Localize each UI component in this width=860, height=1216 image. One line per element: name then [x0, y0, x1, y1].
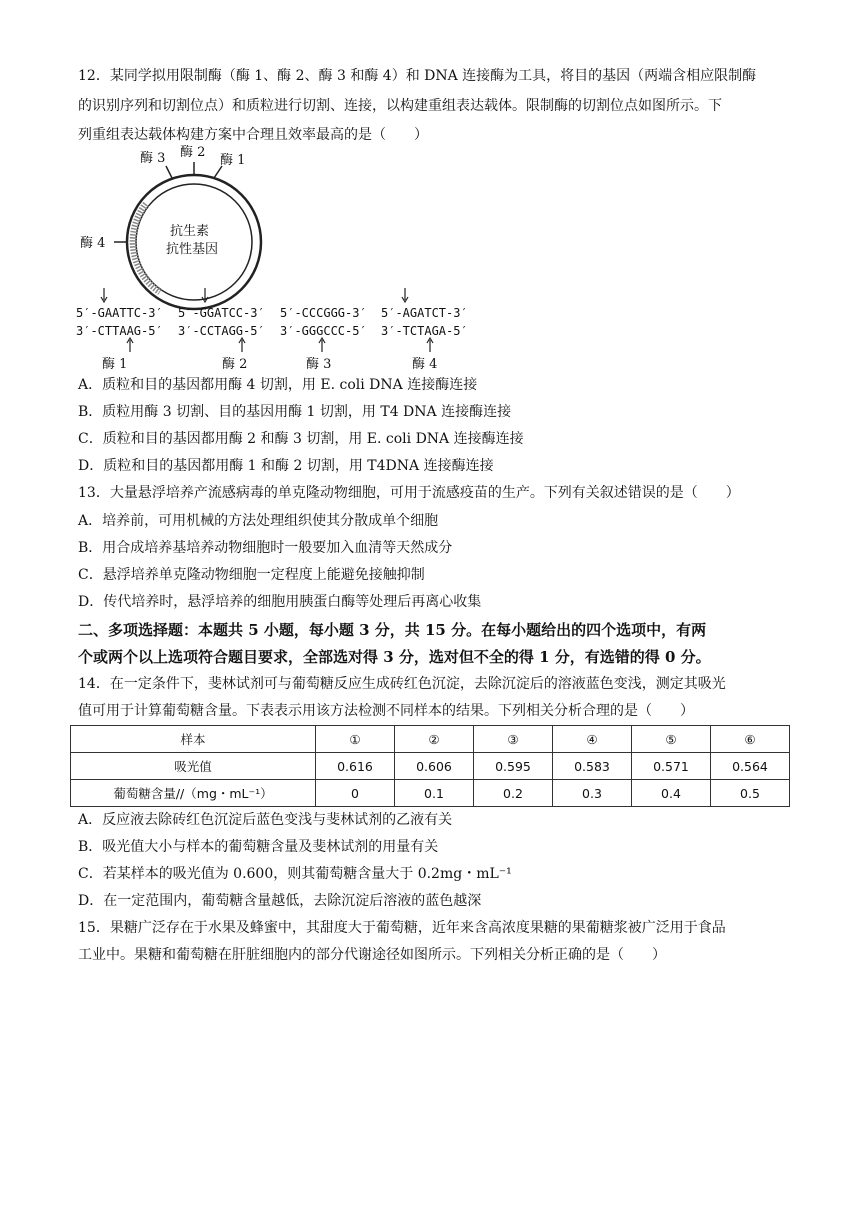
q12-option-a: A．质粒和目的基因都用酶 4 切割，用 E. coli DNA 连接酶连接: [78, 377, 478, 393]
table-cell: 葡萄糖含量//（mg・mL⁻¹）: [71, 780, 316, 807]
sequence-enzyme3: [280, 306, 367, 372]
table-header-cell: ⑥: [711, 726, 790, 753]
q14-option-d: D．在一定范围内，葡萄糖含量越低，去除沉淀后溶液的蓝色越深: [78, 893, 482, 909]
seq4-bottom: 3′-TCTAGA-5′: [381, 324, 468, 338]
table-header-cell: ⑤: [632, 726, 711, 753]
q13-option-a: A．培养前，可用机械的方法处理组织使其分散成单个细胞: [78, 513, 439, 529]
table-cell: 0.1: [395, 780, 474, 807]
table-header-cell: ④: [553, 726, 632, 753]
plasmid-label-enzyme2: 酶 2: [180, 145, 206, 160]
enzyme3-site-mark: [166, 166, 172, 178]
seq2-bottom: 3′-CCTAGG-5′: [178, 324, 265, 338]
table-cell: 0.5: [711, 780, 790, 807]
gene-label-line-1: 抗生素: [170, 224, 210, 239]
q12-stem-line-2: 的识别序列和切割位点）和质粒进行切割、连接，以构建重组表达载体。限制酶的切割位点如图所示。下: [78, 98, 722, 114]
plasmid-restriction-diagram: [74, 142, 484, 372]
seq3-name: 酶 3: [306, 357, 332, 372]
q13-option-b: B．用合成培养基培养动物细胞时一般要加入血清等天然成分: [78, 540, 453, 556]
q13-option-c: C．悬浮培养单克隆动物细胞一定程度上能避免接触抑制: [78, 567, 425, 583]
q14-stem-line-2: 值可用于计算葡萄糖含量。下表表示用该方法检测不同样本的结果。下列相关分析合理的是（ ）: [78, 703, 694, 719]
gene-label-line-2: 抗性基因: [166, 242, 219, 257]
table-cell: 0.571: [632, 753, 711, 780]
table-header-cell: ②: [395, 726, 474, 753]
seq3-top: 5′-CCCGGG-3′: [280, 306, 367, 320]
seq3-bottom: 3′-GGGCCC-5′: [280, 324, 367, 338]
plasmid-label-enzyme1: 酶 1: [220, 153, 246, 168]
q15-stem-line-2: 工业中。果糖和葡萄糖在肝脏细胞内的部分代谢途径如图所示。下列相关分析正确的是（ ）: [78, 947, 666, 963]
table-cell: 0: [316, 780, 395, 807]
table-cell: 吸光值: [71, 753, 316, 780]
table-header-cell: ③: [474, 726, 553, 753]
table-cell: 0.606: [395, 753, 474, 780]
table-cell: 0.3: [553, 780, 632, 807]
q14-option-b: B．吸光值大小与样本的葡萄糖含量及斐林试剂的用量有关: [78, 839, 439, 855]
q12-option-d: D．质粒和目的基因都用酶 1 和酶 2 切割，用 T4DNA 连接酶连接: [78, 458, 494, 474]
seq2-name: 酶 2: [222, 357, 248, 372]
plasmid-label-enzyme4: 酶 4: [80, 236, 106, 251]
q12-stem-line-3: 列重组表达载体构建方案中合理且效率最高的是（ ）: [78, 127, 428, 143]
absorbance-table: [70, 725, 790, 807]
table-row: [71, 753, 790, 780]
q12-option-c: C．质粒和目的基因都用酶 2 和酶 3 切割，用 E. coli DNA 连接酶连接: [78, 431, 524, 447]
q13-option-d: D．传代培养时，悬浮培养的细胞用胰蛋白酶等处理后再离心收集: [78, 594, 482, 610]
q15-stem-line-1: 15．果糖广泛存在于水果及蜂蜜中，其甜度大于葡萄糖，近年来含高浓度果糖的果葡糖浆被广泛用于食品: [78, 920, 726, 936]
q12-stem-line-1: 12．某同学拟用限制酶（酶 1、酶 2、酶 3 和酶 4）和 DNA 连接酶为工具，将目的基因（两端含相应限制酶: [78, 68, 757, 84]
table-cell: 0.2: [474, 780, 553, 807]
q14-option-a: A．反应液去除砖红色沉淀后蓝色变浅与斐林试剂的乙液有关: [78, 812, 453, 828]
section2-heading-line-1: 二、多项选择题：本题共 5 小题，每小题 3 分，共 15 分。在每小题给出的四个选项中，有两: [78, 621, 707, 639]
q12-option-b: B．质粒用酶 3 切割、目的基因用酶 1 切割，用 T4 DNA 连接酶连接: [78, 404, 512, 420]
q14-option-c: C．若某样本的吸光值为 0.600，则其葡萄糖含量大于 0.2mg・mL⁻¹: [78, 866, 512, 882]
seq2-top: 5′-GGATCC-3′: [178, 306, 265, 320]
seq4-top: 5′-AGATCT-3′: [381, 306, 468, 320]
q13-stem: 13．大量悬浮培养产流感病毒的单克隆动物细胞，可用于流感疫苗的生产。下列有关叙述错误的是（ ）: [78, 485, 740, 501]
table-row: [71, 780, 790, 807]
table-cell: 0.4: [632, 780, 711, 807]
seq1-name: 酶 1: [102, 357, 128, 372]
table-cell: 0.595: [474, 753, 553, 780]
table-cell: 0.564: [711, 753, 790, 780]
seq1-bottom: 3′-CTTAAG-5′: [76, 324, 163, 338]
section2-heading-line-2: 个或两个以上选项符合题目要求，全部选对得 3 分，选对但不全的得 1 分，有选错的得 0 分。: [78, 648, 711, 666]
table-cell: 0.616: [316, 753, 395, 780]
table-header-cell: 样本: [71, 726, 316, 753]
seq1-top: 5′-GAATTC-3′: [76, 306, 163, 320]
table-header-row: [71, 726, 790, 753]
table-cell: 0.583: [553, 753, 632, 780]
table-header-cell: ①: [316, 726, 395, 753]
q14-stem-line-1: 14．在一定条件下，斐林试剂可与葡萄糖反应生成砖红色沉淀，去除沉淀后的溶液蓝色变浅，测定其吸光: [78, 676, 726, 692]
sequence-enzyme1: [76, 288, 163, 372]
seq4-name: 酶 4: [412, 357, 438, 372]
plasmid-label-enzyme3: 酶 3: [140, 151, 166, 166]
sequence-enzyme4: [381, 288, 468, 372]
